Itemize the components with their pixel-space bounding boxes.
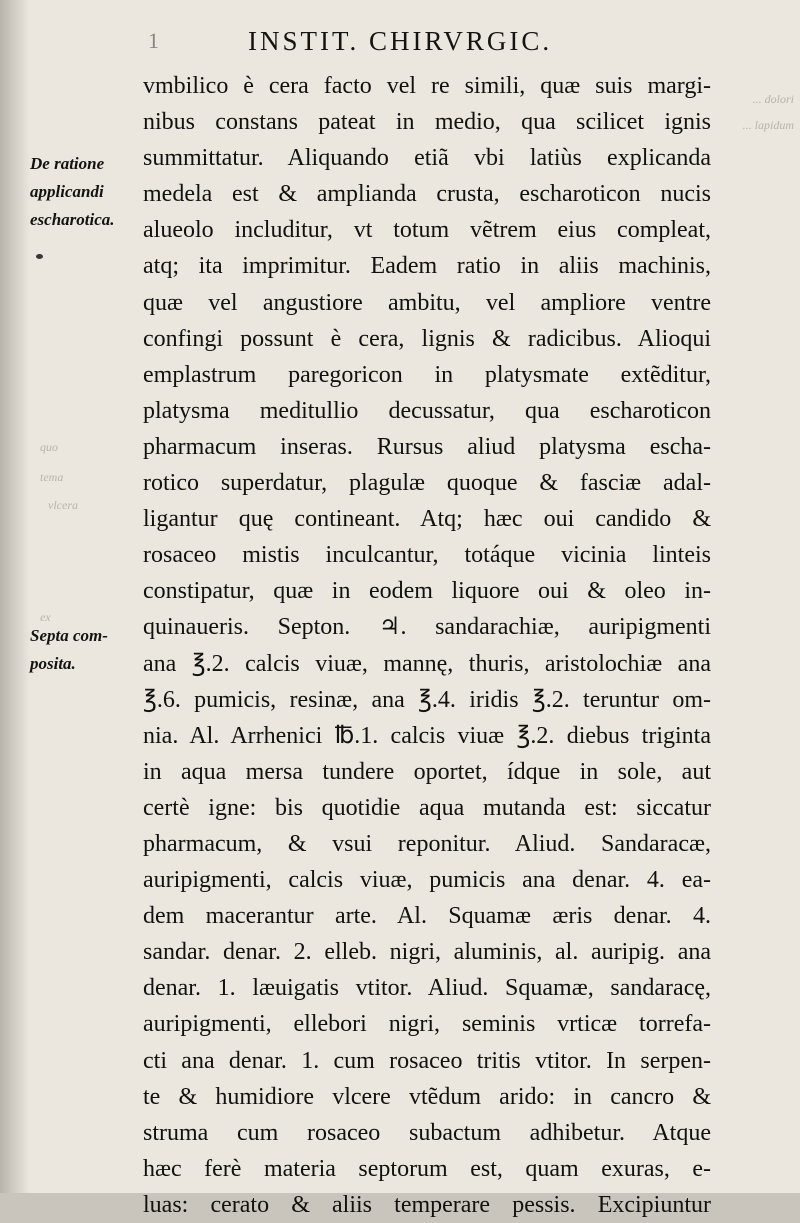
gloss-line: escharotica. <box>30 210 115 229</box>
running-head: INSTIT. CHIRVRGIC. <box>248 26 553 56</box>
gloss-line: posita. <box>30 654 76 673</box>
folio-mark: 1 <box>148 28 159 53</box>
text-line: ℥.6. pumicis, resinæ, ana ℥.4. iridis ℥.2. teruntur om- <box>143 686 711 713</box>
bleed-through-text: quo <box>40 440 58 454</box>
text-line: emplastrum paregoricon in platysmate extẽditur, <box>143 361 711 388</box>
text-line: vmbilico è cera facto vel re simili, quæ suis margi- <box>143 73 711 99</box>
text-line: atq; ita imprimitur. Eadem ratio in aliis machinis, <box>143 253 711 280</box>
bleed-through-text: ... dolori <box>752 92 794 106</box>
text-line: hæc ferè materia septorum est, quam exuras, e- <box>143 1155 711 1182</box>
text-line: pharmacum inseras. Rursus aliud platysma escha- <box>143 433 711 460</box>
text-line: nia. Al. Arrhenici ℔.1. calcis viuæ ℥.2. diebus triginta <box>143 722 711 749</box>
text-line: quæ vel angustiore ambitu, vel ampliore ventre <box>143 289 711 316</box>
text-line: constipatur, quæ in eodem liquore oui & oleo in- <box>143 578 711 605</box>
marginal-gloss-escharotica <box>30 150 140 234</box>
text-line: rotico superdatur, plagulæ quoque & fasciæ adal- <box>143 470 711 497</box>
text-line: nibus constans pateat in medio, qua scilicet ignis <box>143 109 711 136</box>
gloss-line: De ratione <box>30 154 105 173</box>
text-line: te & humidiore vlcere vtẽdum arido: in cancro & <box>143 1083 711 1110</box>
text-line: in aqua mersa tundere oportet, ídque in sole, aut <box>143 758 711 785</box>
text-line: struma cum rosaceo subactum adhibetur. Atque <box>143 1119 711 1146</box>
text-line: pharmacum, & vsui reponitur. Aliud. Sandaracæ, <box>143 830 711 857</box>
body-text <box>143 68 711 1223</box>
gloss-line: applicandi <box>30 182 104 201</box>
text-line: auripigmenti, ellebori nigri, seminis vrticæ torrefa- <box>143 1011 711 1038</box>
ink-blot <box>36 254 43 259</box>
gloss-line: Septa com- <box>30 626 108 645</box>
text-line: cti ana denar. 1. cum rosaceo tritis vtitor. In serpen- <box>143 1047 711 1074</box>
text-line: quinaueris. Septon. ♃. sandarachiæ, auripigmenti <box>143 614 711 641</box>
text-line: luas: cerato & aliis temperare pessis. Excipiuntur <box>143 1191 711 1218</box>
text-line: auripigmenti, calcis viuæ, pumicis ana denar. 4. ea- <box>143 867 711 894</box>
gutter-shadow <box>0 0 30 1193</box>
bleed-through-text: ... lapidum <box>742 118 794 132</box>
bleed-through-text: ex <box>40 610 51 624</box>
text-line: sandar. denar. 2. elleb. nigri, aluminis, al. auripig. ana <box>143 939 711 966</box>
text-line: platysma meditullio decussatur, qua escharoticon <box>143 397 711 424</box>
text-line: summittatur. Aliquando etiã vbi latiùs explicanda <box>143 145 711 172</box>
text-line: alueolo includitur, vt totum vẽtrem eius compleat, <box>143 217 711 244</box>
text-line: ligantur quę contineant. Atq; hæc oui candido & <box>143 506 711 533</box>
text-line: denar. 1. læuigatis vtitor. Aliud. Squamæ, sandaracę, <box>143 975 711 1002</box>
text-line: certè igne: bis quotidie aqua mutanda est: siccatur <box>143 794 711 821</box>
marginal-gloss-septa <box>30 622 140 678</box>
text-line: ana ℥.2. calcis viuæ, mannę, thuris, aristolochiæ ana <box>143 650 711 677</box>
text-line: dem macerantur arte. Al. Squamæ æris denar. 4. <box>143 903 711 930</box>
bleed-through-text: tema <box>40 470 64 484</box>
text-line: confingi possunt è cera, lignis & radicibus. Alioqui <box>143 325 711 352</box>
text-line: medela est & amplianda crusta, escharoticon nucis <box>143 181 711 208</box>
bleed-through-text: vlcera <box>48 498 78 512</box>
text-line: rosaceo mistis inculcantur, totáque vicinia linteis <box>143 542 711 569</box>
